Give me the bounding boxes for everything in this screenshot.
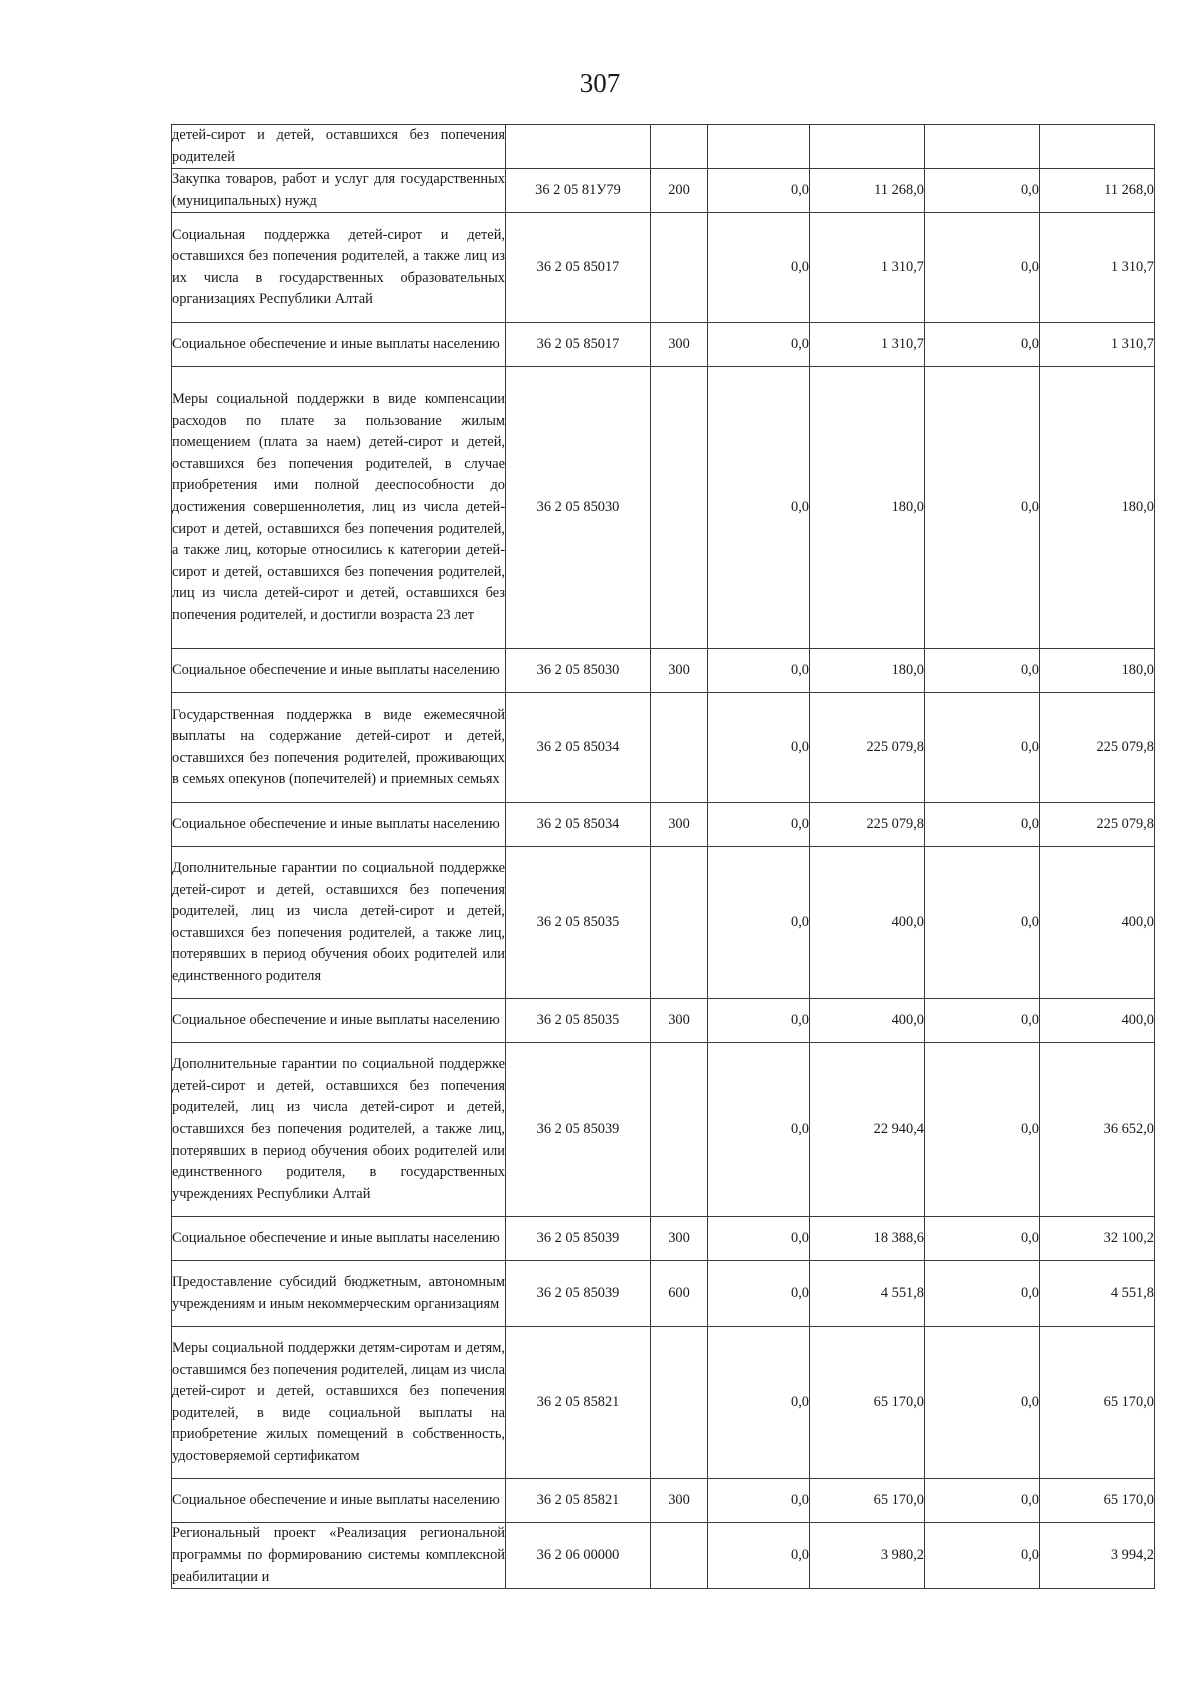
row-value-1: 0,0	[708, 1043, 810, 1217]
row-target-code: 36 2 05 85030	[506, 649, 651, 693]
table-row	[172, 367, 1155, 649]
row-expense-type	[651, 1327, 708, 1479]
row-value-2: 400,0	[810, 847, 925, 999]
row-description: детей-сирот и детей, оставшихся без попечения родителей	[172, 125, 506, 169]
row-value-2: 1 310,7	[810, 323, 925, 367]
row-value-3: 0,0	[925, 693, 1040, 803]
row-value-1: 0,0	[708, 1479, 810, 1523]
row-description: Социальное обеспечение и иные выплаты населению	[172, 803, 506, 847]
row-value-4: 180,0	[1040, 649, 1155, 693]
row-value-3: 0,0	[925, 1043, 1040, 1217]
row-value-3: 0,0	[925, 367, 1040, 649]
row-expense-type	[651, 693, 708, 803]
row-description: Предоставление субсидий бюджетным, автономным учреждениям и иным некоммерческим организациям	[172, 1261, 506, 1327]
row-value-2	[810, 125, 925, 169]
row-value-4: 225 079,8	[1040, 693, 1155, 803]
table-row	[172, 693, 1155, 803]
row-value-3: 0,0	[925, 1327, 1040, 1479]
row-value-3: 0,0	[925, 1261, 1040, 1327]
row-description: Закупка товаров, работ и услуг для государственных (муниципальных) нужд	[172, 169, 506, 213]
row-value-2: 65 170,0	[810, 1327, 925, 1479]
row-value-1: 0,0	[708, 1217, 810, 1261]
row-value-3: 0,0	[925, 999, 1040, 1043]
row-value-1: 0,0	[708, 169, 810, 213]
row-expense-type	[651, 367, 708, 649]
row-description: Социальное обеспечение и иные выплаты населению	[172, 999, 506, 1043]
row-value-2: 65 170,0	[810, 1479, 925, 1523]
row-value-1: 0,0	[708, 847, 810, 999]
row-expense-type: 300	[651, 1217, 708, 1261]
row-value-4: 1 310,7	[1040, 213, 1155, 323]
row-value-3: 0,0	[925, 649, 1040, 693]
row-target-code: 36 2 05 85034	[506, 803, 651, 847]
row-description: Социальное обеспечение и иные выплаты населению	[172, 1217, 506, 1261]
table-row	[172, 999, 1155, 1043]
row-target-code: 36 2 05 85821	[506, 1479, 651, 1523]
row-value-1: 0,0	[708, 1327, 810, 1479]
row-expense-type: 300	[651, 999, 708, 1043]
row-value-1: 0,0	[708, 649, 810, 693]
row-value-3: 0,0	[925, 1523, 1040, 1589]
row-target-code: 36 2 05 85039	[506, 1217, 651, 1261]
table-row	[172, 1523, 1155, 1589]
row-value-2: 18 388,6	[810, 1217, 925, 1261]
row-value-4	[1040, 125, 1155, 169]
row-description: Региональный проект «Реализация региональной программы по формированию системы комплексной реабилитации и	[172, 1523, 506, 1589]
row-value-1: 0,0	[708, 1261, 810, 1327]
budget-table-body	[172, 125, 1155, 1589]
row-value-4: 4 551,8	[1040, 1261, 1155, 1327]
row-value-2: 1 310,7	[810, 213, 925, 323]
row-value-4: 400,0	[1040, 999, 1155, 1043]
row-value-2: 225 079,8	[810, 693, 925, 803]
row-expense-type	[651, 125, 708, 169]
row-value-1: 0,0	[708, 323, 810, 367]
row-target-code: 36 2 05 85039	[506, 1261, 651, 1327]
row-target-code	[506, 125, 651, 169]
table-row	[172, 847, 1155, 999]
row-value-2: 22 940,4	[810, 1043, 925, 1217]
row-value-2: 180,0	[810, 367, 925, 649]
row-description: Социальное обеспечение и иные выплаты населению	[172, 649, 506, 693]
row-expense-type	[651, 1043, 708, 1217]
row-value-4: 32 100,2	[1040, 1217, 1155, 1261]
row-description: Государственная поддержка в виде ежемесячной выплаты на содержание детей-сирот и детей, оставшихся без попечения родителей, проживающих в семьях опекунов (попечителей) и приемных семьях	[172, 693, 506, 803]
row-value-1: 0,0	[708, 213, 810, 323]
row-value-3: 0,0	[925, 803, 1040, 847]
row-target-code: 36 2 05 85017	[506, 213, 651, 323]
table-row	[172, 1479, 1155, 1523]
row-value-2: 180,0	[810, 649, 925, 693]
row-value-4: 3 994,2	[1040, 1523, 1155, 1589]
row-value-2: 4 551,8	[810, 1261, 925, 1327]
table-row	[172, 1327, 1155, 1479]
row-expense-type: 600	[651, 1261, 708, 1327]
row-value-1: 0,0	[708, 1523, 810, 1589]
table-row	[172, 1043, 1155, 1217]
row-value-1: 0,0	[708, 999, 810, 1043]
row-value-4: 36 652,0	[1040, 1043, 1155, 1217]
row-description: Меры социальной поддержки детям-сиротам и детям, оставшимся без попечения родителей, лицам из числа детей-сирот и детей, оставшихся без попечения родителей, в виде социальной выплаты на приобретение жилых помещений в собственность, удостоверяемой сертификатом	[172, 1327, 506, 1479]
row-description: Дополнительные гарантии по социальной поддержке детей-сирот и детей, оставшихся без попечения родителей, лиц из числа детей-сирот и детей, оставшихся без попечения родителей, а также лиц, потерявших в период обучения обоих родителей или единственного родителя	[172, 847, 506, 999]
row-expense-type	[651, 1523, 708, 1589]
table-row	[172, 1217, 1155, 1261]
row-value-4: 180,0	[1040, 367, 1155, 649]
row-value-3: 0,0	[925, 323, 1040, 367]
row-description: Социальная поддержка детей-сирот и детей, оставшихся без попечения родителей, а также лиц из их числа в государственных образовательных организациях Республики Алтай	[172, 213, 506, 323]
page-number: 307	[579, 68, 621, 98]
row-description: Социальное обеспечение и иные выплаты населению	[172, 323, 506, 367]
row-value-2: 3 980,2	[810, 1523, 925, 1589]
row-expense-type: 300	[651, 649, 708, 693]
row-value-2: 11 268,0	[810, 169, 925, 213]
table-row	[172, 649, 1155, 693]
row-value-1: 0,0	[708, 803, 810, 847]
row-target-code: 36 2 06 00000	[506, 1523, 651, 1589]
table-row	[172, 125, 1155, 169]
row-target-code: 36 2 05 85035	[506, 847, 651, 999]
row-expense-type	[651, 213, 708, 323]
row-expense-type: 300	[651, 803, 708, 847]
budget-table	[171, 124, 1155, 1589]
row-expense-type	[651, 847, 708, 999]
row-description: Социальное обеспечение и иные выплаты населению	[172, 1479, 506, 1523]
row-value-1: 0,0	[708, 693, 810, 803]
row-value-3: 0,0	[925, 1479, 1040, 1523]
row-target-code: 36 2 05 85821	[506, 1327, 651, 1479]
row-value-3: 0,0	[925, 1217, 1040, 1261]
row-value-4: 225 079,8	[1040, 803, 1155, 847]
table-row	[172, 323, 1155, 367]
row-target-code: 36 2 05 85034	[506, 693, 651, 803]
row-value-3: 0,0	[925, 847, 1040, 999]
table-row	[172, 169, 1155, 213]
row-target-code: 36 2 05 81У79	[506, 169, 651, 213]
row-value-1: 0,0	[708, 367, 810, 649]
row-value-3: 0,0	[925, 213, 1040, 323]
table-row	[172, 803, 1155, 847]
row-value-4: 65 170,0	[1040, 1479, 1155, 1523]
row-target-code: 36 2 05 85039	[506, 1043, 651, 1217]
row-target-code: 36 2 05 85030	[506, 367, 651, 649]
row-value-4: 11 268,0	[1040, 169, 1155, 213]
row-target-code: 36 2 05 85035	[506, 999, 651, 1043]
row-value-2: 400,0	[810, 999, 925, 1043]
row-value-3: 0,0	[925, 169, 1040, 213]
row-expense-type: 300	[651, 323, 708, 367]
row-expense-type: 300	[651, 1479, 708, 1523]
row-expense-type: 200	[651, 169, 708, 213]
row-target-code: 36 2 05 85017	[506, 323, 651, 367]
table-row	[172, 213, 1155, 323]
row-value-3	[925, 125, 1040, 169]
row-value-4: 400,0	[1040, 847, 1155, 999]
row-value-2: 225 079,8	[810, 803, 925, 847]
row-value-4: 65 170,0	[1040, 1327, 1155, 1479]
row-description: Дополнительные гарантии по социальной поддержке детей-сирот и детей, оставшихся без попечения родителей, лиц из числа детей-сирот и детей, оставшихся без попечения родителей, а также лиц, потерявших в период обучения обоих родителей или единственного родителя, в государственных учреждениях Республики Алтай	[172, 1043, 506, 1217]
row-value-4: 1 310,7	[1040, 323, 1155, 367]
table-row	[172, 1261, 1155, 1327]
row-value-1	[708, 125, 810, 169]
row-description: Меры социальной поддержки в виде компенсации расходов по плате за пользование жилым помещением (плата за наем) детей-сирот и детей, оставшихся без попечения родителей, в случае приобретения ими полной дееспособности до достижения совершеннолетия, лиц из числа детей-сирот и детей, оставшихся без попечения родителей, а также лиц, которые относились к категории детей-сирот и детей, оставшихся без попечения родителей, лиц из числа детей-сирот и детей, оставшихся без попечения родителей, и достигли возраста 23 лет	[172, 367, 506, 649]
